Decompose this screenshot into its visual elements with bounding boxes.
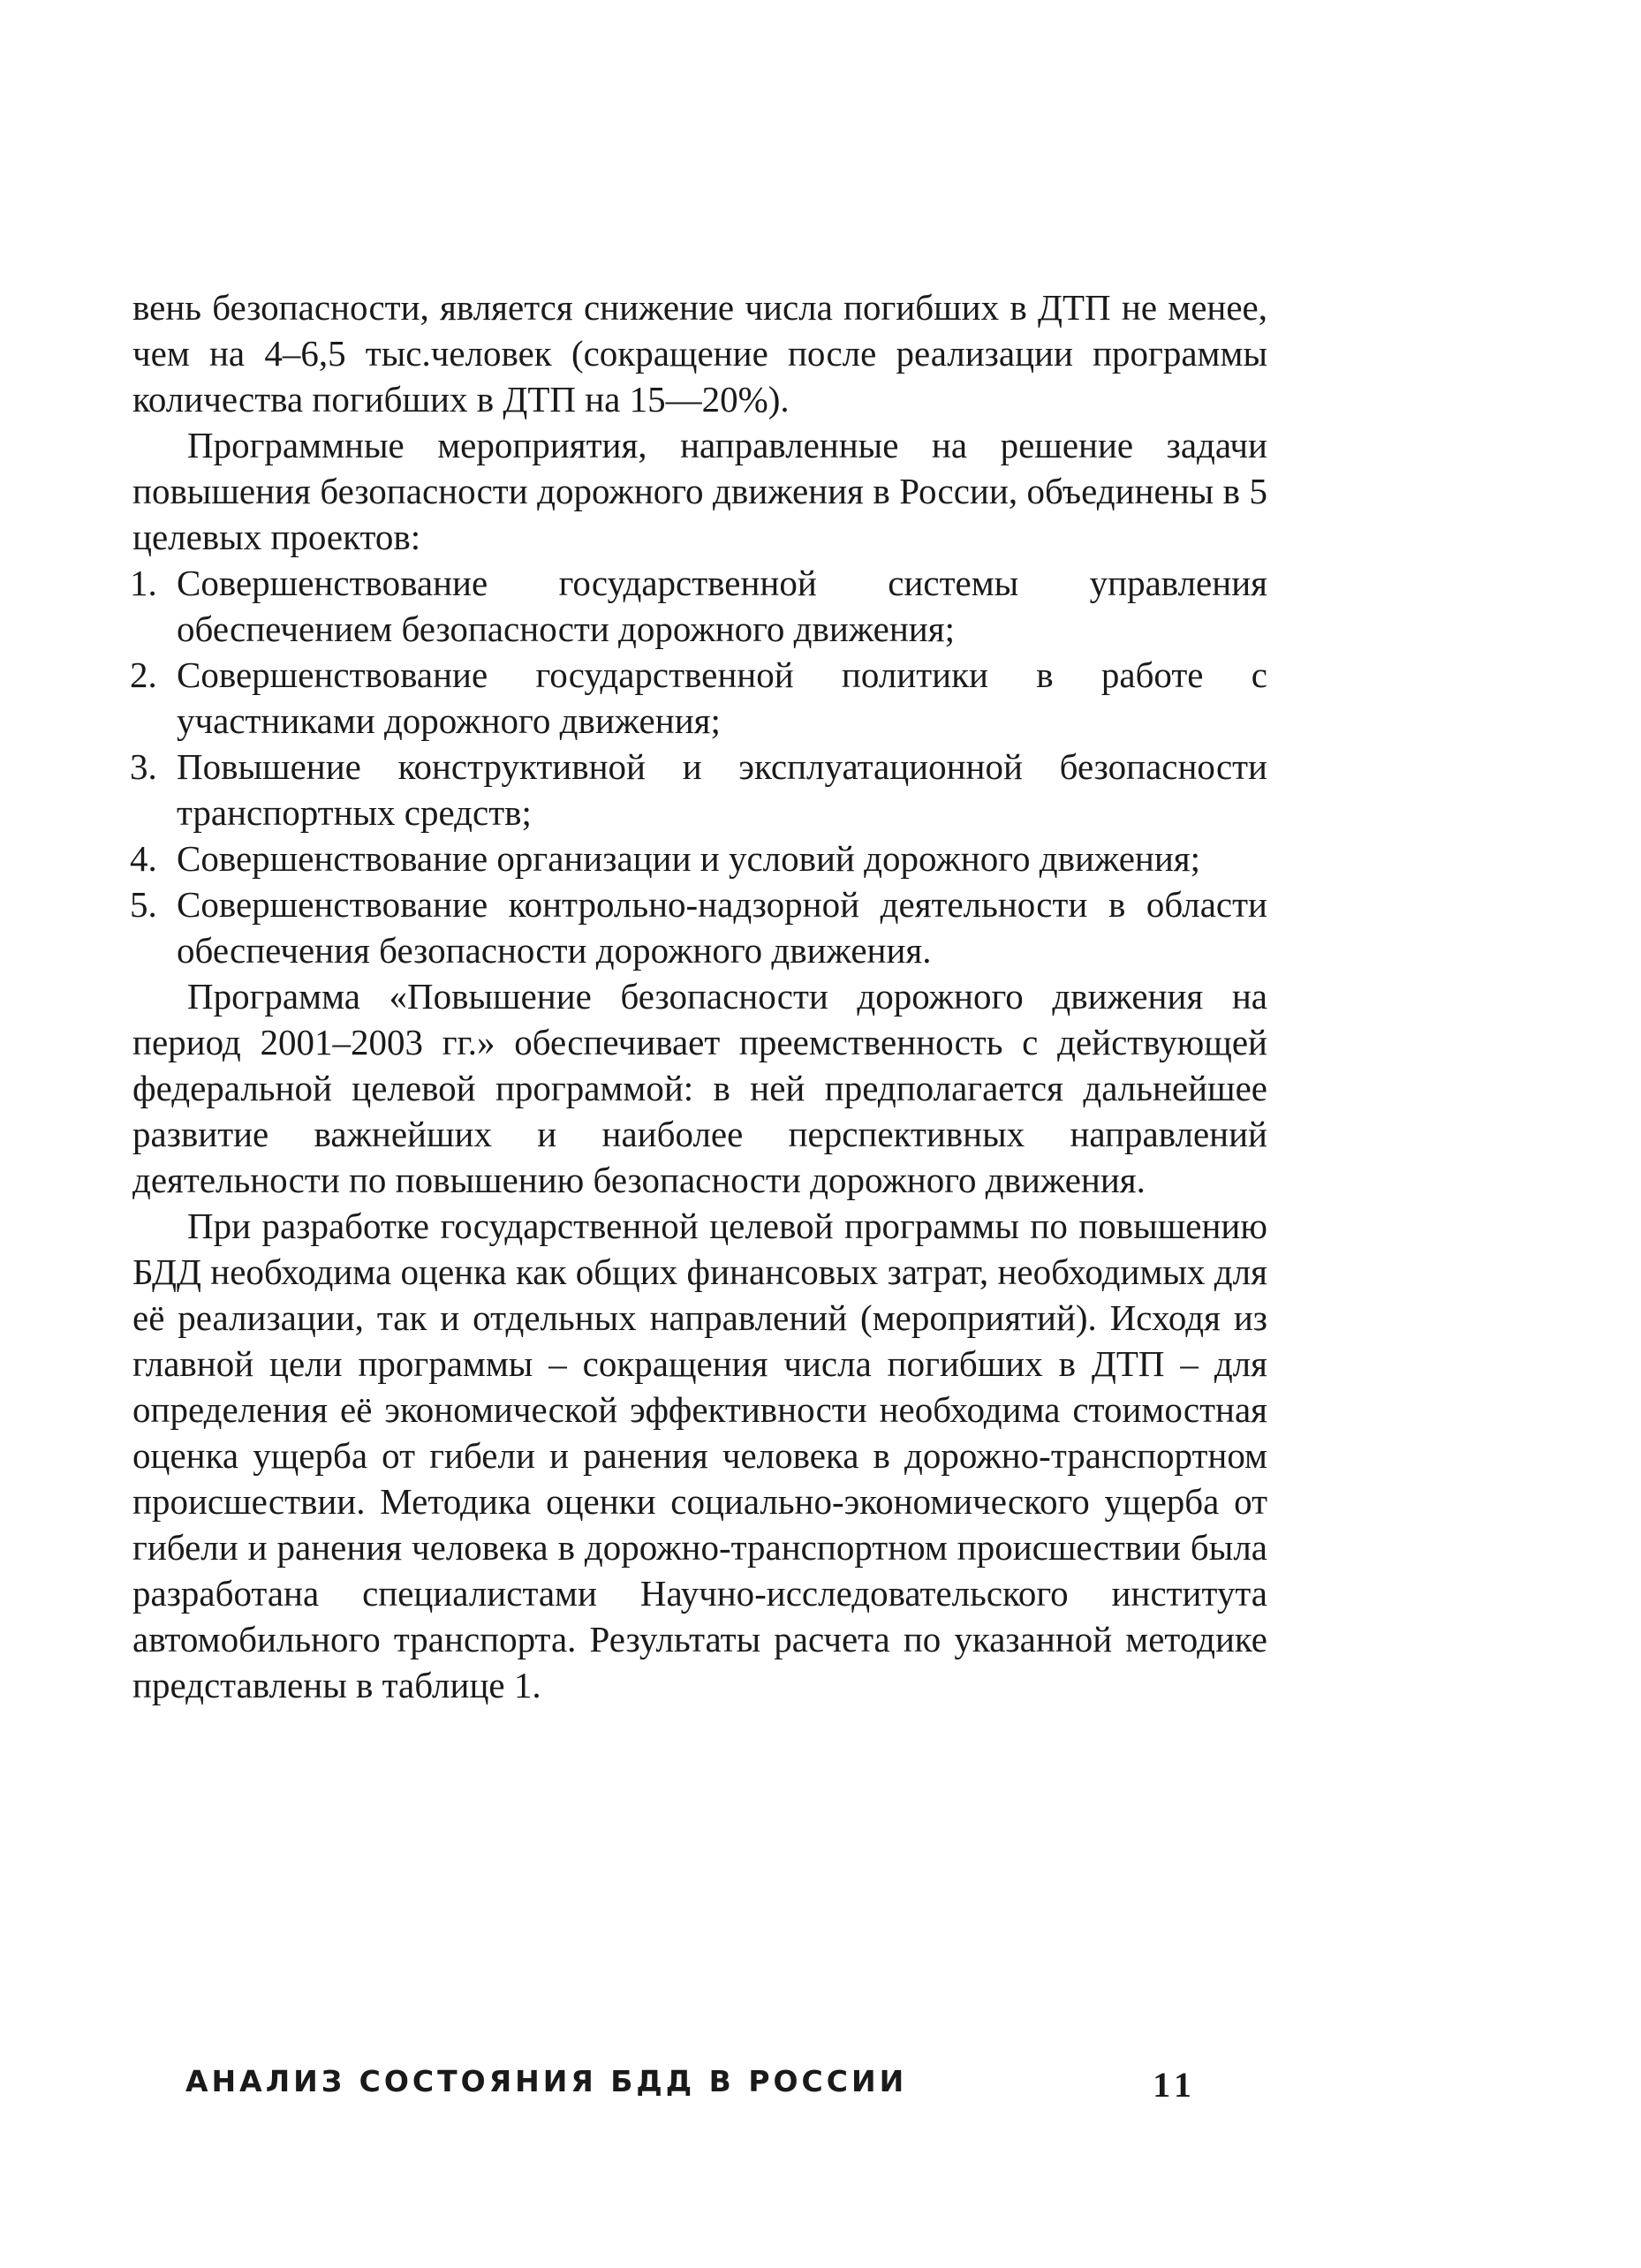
list-item: [132, 560, 1267, 652]
page-number: 11: [1153, 2065, 1197, 2105]
list-item-text: Совершенствование государственной системы управления обеспечением безопасности дорожного движения;: [177, 563, 1267, 649]
target-projects-list: [132, 560, 1267, 973]
list-item-text: Совершенствование государственной политики в работе с участниками дорожного движения;: [177, 654, 1267, 741]
list-item-number: 5.: [130, 884, 157, 925]
paragraph-program-measures: Программные мероприятия, направленные на решение задачи повышения безопасности дорожного движения в России, объединены в 5 целевых проектов:: [132, 425, 1267, 557]
list-item: [132, 835, 1267, 881]
list-item-number: 3.: [130, 746, 157, 787]
list-item-number: 2.: [130, 654, 157, 695]
list-item: [132, 652, 1267, 744]
paragraph-continuation: вень безопасности, является снижение числа погибших в ДТП не менее, чем на 4–6,5 тыс.человек (сокращение после реализации программы количества погибших в ДТП на 15—20%).: [132, 287, 1267, 420]
paragraph-program-continuity: Программа «Повышение безопасности дорожного движения на период 2001–2003 гг.» обеспечивает преемственность с действующей федеральной целевой программой: в ней предполагается дальнейшее развитие важнейших и наиболее перспективных направлений деятельности по повышению безопасности дорожного движения.: [132, 976, 1267, 1200]
running-title: АНАЛИЗ СОСТОЯНИЯ БДД В РОССИИ: [185, 2064, 908, 2098]
list-item-text: Повышение конструктивной и эксплуатационной безопасности транспортных средств;: [177, 746, 1267, 833]
body-text: [132, 284, 1267, 1708]
list-item-number: 1.: [130, 563, 157, 603]
list-item-text: Совершенствование организации и условий дорожного движения;: [177, 838, 1201, 879]
list-item-number: 4.: [130, 838, 157, 879]
list-item: [132, 881, 1267, 973]
list-item: [132, 744, 1267, 835]
page-footer: [185, 2064, 1197, 2117]
paragraph-damage-assessment: При разработке государственной целевой программы по повышению БДД необходима оценка как общих финансовых затрат, необходимых для её реализации, так и отдельных направлений (мероприятий). Исходя из главной цели программы – сокращения числа погибших в ДТП – для определения её экономической эффективности необходима стоимостная оценка ущерба от гибели и ранения человека в дорожно-транспортном происшествии. Методика оценки социально-экономического ущерба от гибели и ранения человека в дорожно-транспортном происшествии была разработана специалистами Научно-исследовательского института автомобильного транспорта. Результаты расчета по указанной методике представлены в таблице 1.: [132, 1206, 1267, 1705]
list-item-text: Совершенствование контрольно-надзорной деятельности в области обеспечения безопасности дорожного движения.: [177, 884, 1267, 971]
